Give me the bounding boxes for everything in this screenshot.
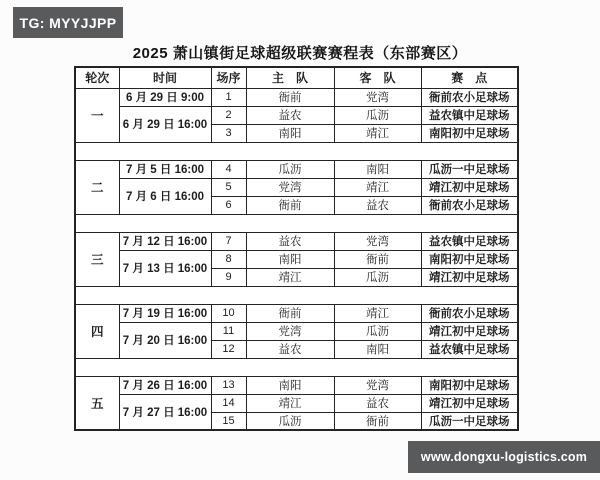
match-row [75, 304, 518, 322]
time-cell: 7 月 12 日 16:00 [119, 232, 211, 250]
time-cell: 7 月 13 日 16:00 [119, 250, 211, 286]
venue-cell: 靖江初中足球场 [421, 268, 518, 286]
time-cell: 7 月 26 日 16:00 [119, 376, 211, 394]
home-team-cell: 党湾 [246, 322, 334, 340]
away-team-cell: 衙前 [334, 250, 421, 268]
venue-cell: 南阳初中足球场 [421, 250, 518, 268]
away-team-cell: 瓜沥 [334, 268, 421, 286]
away-team-cell: 党湾 [334, 232, 421, 250]
home-team-cell: 益农 [246, 340, 334, 358]
time-cell: 7 月 5 日 16:00 [119, 160, 211, 178]
venue-cell: 瓜沥一中足球场 [421, 160, 518, 178]
match-no-cell: 11 [211, 322, 246, 340]
away-team-cell: 益农 [334, 196, 421, 214]
home-team-cell: 南阳 [246, 124, 334, 142]
home-team-cell: 衙前 [246, 196, 334, 214]
match-no-cell: 10 [211, 304, 246, 322]
match-no-cell: 3 [211, 124, 246, 142]
round-spacer-row [75, 214, 518, 232]
away-team-cell: 南阳 [334, 160, 421, 178]
header-home-team: 主 队 [246, 67, 334, 88]
match-row [75, 376, 518, 394]
home-team-cell: 瓜沥 [246, 412, 334, 430]
round-spacer [75, 142, 518, 160]
home-team-cell: 靖江 [246, 268, 334, 286]
away-team-cell: 党湾 [334, 376, 421, 394]
match-no-cell: 5 [211, 178, 246, 196]
home-team-cell: 党湾 [246, 178, 334, 196]
round-spacer-row [75, 358, 518, 376]
venue-cell: 益农镇中足球场 [421, 232, 518, 250]
away-team-cell: 南阳 [334, 340, 421, 358]
home-team-cell: 南阳 [246, 376, 334, 394]
home-team-cell: 衙前 [246, 88, 334, 106]
time-cell: 7 月 6 日 16:00 [119, 178, 211, 214]
away-team-cell: 靖江 [334, 124, 421, 142]
home-team-cell: 益农 [246, 106, 334, 124]
match-row [75, 160, 518, 178]
home-team-cell: 瓜沥 [246, 160, 334, 178]
round-spacer [75, 286, 518, 304]
home-team-cell: 靖江 [246, 394, 334, 412]
match-row [75, 106, 518, 124]
match-no-cell: 13 [211, 376, 246, 394]
match-no-cell: 1 [211, 88, 246, 106]
header-round: 轮次 [75, 67, 119, 88]
site-watermark-text: www.dongxu-logistics.com [420, 450, 588, 464]
time-cell: 7 月 19 日 16:00 [119, 304, 211, 322]
match-no-cell: 4 [211, 160, 246, 178]
home-team-cell: 南阳 [246, 250, 334, 268]
match-row [75, 394, 518, 412]
match-no-cell: 8 [211, 250, 246, 268]
page-title: 2025 萧山镇街足球超级联赛赛程表（东部赛区） [132, 45, 468, 62]
away-team-cell: 靖江 [334, 178, 421, 196]
match-row [75, 232, 518, 250]
time-cell: 7 月 27 日 16:00 [119, 394, 211, 430]
home-team-cell: 益农 [246, 232, 334, 250]
header-away-team: 客 队 [334, 67, 421, 88]
time-cell: 7 月 20 日 16:00 [119, 322, 211, 358]
venue-cell: 瓜沥一中足球场 [421, 412, 518, 430]
round-spacer [75, 214, 518, 232]
away-team-cell: 党湾 [334, 88, 421, 106]
match-row [75, 178, 518, 196]
venue-cell: 衙前农小足球场 [421, 88, 518, 106]
match-row [75, 322, 518, 340]
venue-cell: 靖江初中足球场 [421, 178, 518, 196]
tg-watermark-badge [13, 7, 123, 38]
time-cell: 6 月 29 日 9:00 [119, 88, 211, 106]
venue-cell: 衙前农小足球场 [421, 196, 518, 214]
header-time: 时间 [119, 67, 211, 88]
round-cell: 二 [75, 160, 119, 214]
match-row [75, 88, 518, 106]
round-spacer-row [75, 286, 518, 304]
match-no-cell: 2 [211, 106, 246, 124]
match-no-cell: 15 [211, 412, 246, 430]
table-header-row [75, 67, 518, 88]
venue-cell: 南阳初中足球场 [421, 376, 518, 394]
venue-cell: 益农镇中足球场 [421, 106, 518, 124]
tg-watermark-text: TG: MYYJJPP [19, 14, 117, 31]
away-team-cell: 靖江 [334, 304, 421, 322]
match-no-cell: 6 [211, 196, 246, 214]
away-team-cell: 益农 [334, 394, 421, 412]
venue-cell: 益农镇中足球场 [421, 340, 518, 358]
round-cell: 一 [75, 88, 119, 142]
round-cell: 三 [75, 232, 119, 286]
round-spacer [75, 358, 518, 376]
schedule-table [74, 66, 519, 431]
time-cell: 6 月 29 日 16:00 [119, 106, 211, 142]
round-cell: 五 [75, 376, 119, 430]
match-no-cell: 12 [211, 340, 246, 358]
away-team-cell: 瓜沥 [334, 322, 421, 340]
match-row [75, 250, 518, 268]
venue-cell: 衙前农小足球场 [421, 304, 518, 322]
venue-cell: 靖江初中足球场 [421, 322, 518, 340]
round-spacer-row [75, 142, 518, 160]
match-no-cell: 14 [211, 394, 246, 412]
match-no-cell: 9 [211, 268, 246, 286]
away-team-cell: 衙前 [334, 412, 421, 430]
header-match-no: 场序 [211, 67, 246, 88]
venue-cell: 南阳初中足球场 [421, 124, 518, 142]
match-no-cell: 7 [211, 232, 246, 250]
home-team-cell: 衙前 [246, 304, 334, 322]
site-watermark-badge [408, 441, 600, 473]
header-venue: 赛 点 [421, 67, 518, 88]
round-cell: 四 [75, 304, 119, 358]
schedule-table-body [75, 88, 518, 430]
away-team-cell: 瓜沥 [334, 106, 421, 124]
venue-cell: 靖江初中足球场 [421, 394, 518, 412]
